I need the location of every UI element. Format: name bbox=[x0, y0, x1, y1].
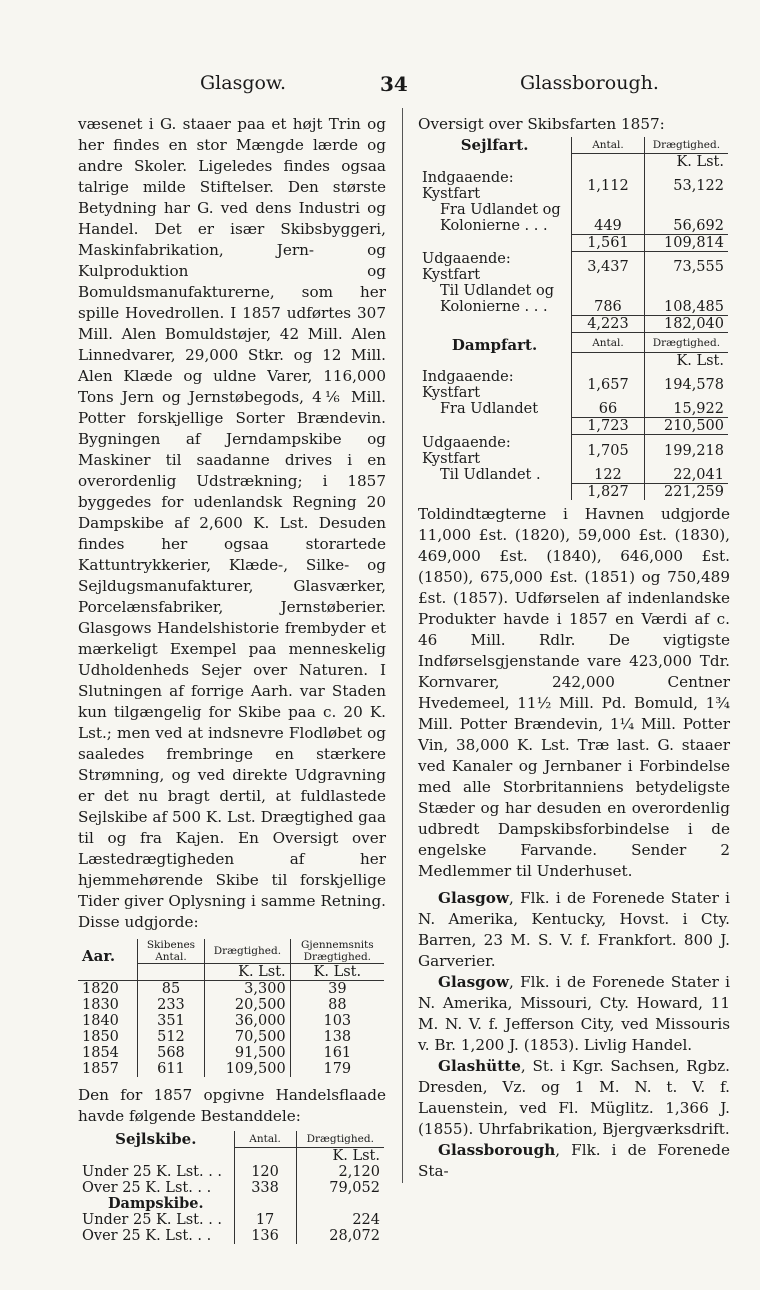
unit-label: K. Lst. bbox=[296, 1147, 384, 1164]
table-row: 1830 233 20,500 88 bbox=[78, 997, 384, 1013]
col-tonnage-header: Drægtighed. bbox=[644, 137, 728, 153]
unit-label: K. Lst. bbox=[205, 964, 291, 981]
fleet-history-table bbox=[78, 939, 384, 1077]
sail-ships-heading: Sejlskibe. bbox=[115, 1130, 197, 1148]
sail-traffic-heading: Sejlfart. bbox=[460, 136, 529, 154]
subtotal: 182,040 bbox=[644, 316, 728, 333]
subtotal: 1,561 bbox=[572, 234, 645, 251]
right-column bbox=[418, 114, 730, 1182]
fleet-composition-table bbox=[78, 1131, 384, 1244]
subtotal: 1,723 bbox=[572, 418, 645, 435]
unit-label: K. Lst. bbox=[644, 353, 728, 370]
col-tonnage-header: Drægtighed. bbox=[205, 939, 291, 964]
subtotal: 109,814 bbox=[644, 234, 728, 251]
entry-glasgow-missouri: Glasgow, Flk. i de Forenede Stater i N. Amerika, Missouri, Cty. Howard, 11 M. N. V. f. Jefferson City, ved Missouris v. Br. 1,200 J. (1853). Livlig Handel. bbox=[418, 972, 730, 1054]
table-row: Under 25 K. Lst. . . 120 2,120 bbox=[78, 1164, 384, 1180]
subtotal: 4,223 bbox=[572, 316, 645, 333]
col-count-header: Antal. bbox=[572, 333, 645, 353]
col-count-header: Antal. bbox=[572, 137, 645, 153]
shipping-table: Sejlfart. Antal. Drægtighed. K. Lst. Indgaaende: Kystfart 1,112 53,122 Fra Udlandet og Kolonierne . . . 449 56,692 1,561 109,814 Udgaaende: Kystfart 3,437 73,555 Til Udlandet og Kolonierne . . . 786 108,485 4,223 182,040 Dampfart. Antal. Drægtighed. K. Lst. Indgaaende: Kystfart 1,657 194,578 Fra Udlandet 66 15,922 1,723 210,500 Udgaaende: Kystfart 1,705 199,218 Til Udlandet . 122 22,041 1,827 221,259 bbox=[418, 137, 728, 500]
running-header-right: Glassborough. bbox=[520, 72, 659, 94]
table-row: 1854 568 91,500 161 bbox=[78, 1045, 384, 1061]
paragraph-customs-trade: Toldindtægterne i Havnen udgjorde 11,000 £st. (1820), 59,000 £st. (1830), 469,000 £st. (1840), 646,000 £st. (1850), 675,000 £st. (1851) og 750,489 £st. (1857). Udførselen af indenlandske Produkter havde i 1857 en Værdi af c. 46 Mill. Rdlr. De vigtigste Indførselsgjenstande vare 423,000 Tdr. Kornvarer, 242,000 Centner Hvedemeel, 11½ Mill. Pd. Bomuld, 1¾ Mill. Potter Brændevin, 1¼ Mill. Potter Vin, 38,000 K. Lst. Træ last. G. staaer ved Kanaler og Jernbaner i Forbindelse med alle Storbritanniens betydeligste Stæder og har desuden en overordenlig udbredt Dampskibsforbindelse i de engelske Farvande. Sender 2 Medlemmer til Underhuset. bbox=[418, 504, 730, 880]
steam-ships-heading: Dampskibe. bbox=[107, 1194, 204, 1212]
subtotal: 221,259 bbox=[644, 483, 728, 500]
entry-glashutte: Glashütte, St. i Kgr. Sachsen, Rgbz. Dresden, Vz. og 1 M. N. t. V. f. Lauenstein, ved Fl. Müglitz. 1,366 J. (1855). Uhrfabrikation, Bjergværksdrift. bbox=[418, 1056, 730, 1138]
unit-label: K. Lst. bbox=[644, 153, 728, 170]
paragraph-fleet-intro: Den for 1857 opgivne Handelsflaade havde følgende Bestanddele: bbox=[78, 1086, 386, 1125]
column-divider bbox=[402, 108, 403, 1183]
col-tonnage-header: Drægtighed. bbox=[644, 333, 728, 353]
table-row: 1820 85 3,300 39 bbox=[78, 981, 384, 998]
table-row: 1857 611 109,500 179 bbox=[78, 1061, 384, 1077]
col-tonnage-header: Drægtighed. bbox=[296, 1131, 384, 1147]
unit-label: K. Lst. bbox=[290, 964, 384, 981]
table-row: Under 25 K. Lst. . . 17 224 bbox=[78, 1212, 384, 1228]
table-row: Over 25 K. Lst. . . 338 79,052 bbox=[78, 1180, 384, 1196]
paragraph-glasgow-industry: væsenet i G. staaer paa et højt Trin og her findes en stor Mængde lærde og andre Skoler. Ligeledes findes ogsaa talrige milde Stiftelser. Den største Betydning har G. ved dens Industri og Handel. Det er især Skibsbyggeri, Maskinfabrikation, Jern- og Kulproduktion og Bomuldsmanufakturerne, som her spille Hovedrollen. I 1857 udførtes 307 Mill. Alen Bomuldstøjer, 42 Mill. Alen Linnedvarer, 29,000 Stkr. og 12 Mill. Alen Klæde og uldne Varer, 116,000 Tons Jern og Jernstøbegods, 4⅙ Mill. Potter forskjellige Sorter Brændevin. Bygningen af Jerndampskibe og Maskiner til saadanne drives i en overordenlig Udstrækning; i 1857 byggedes for udenlandsk Regning 20 Dampskibe af 2,600 K. Lst. Desuden findes her ogsaa storartede Kattuntrykkerier, Klæde-, Silke- og Sejldugsmanufakturer, Glasværker, Porcelænsfabriker, Jernstøberier. Glasgows Handelshistorie frembyder et mærkeligt Exempel paa menneskelig Udholdenheds Sejer over Naturen. I Slutningen af forrige Aarh. var Staden kun tilgængelig for Skibe paa c. 20 K. Lst.; men ved at indsnevre Flodløbet og saaledes frembringe en stærkere Strømning, og ved direkte Udgravning er det nu bragt dertil, at fuldlastede Sejlskibe af 500 K. Lst. Drægtighed gaa til og fra Kajen. En Oversigt over Læstedrægtigheden af her hjemmehørende Skibe til forskjellige Tider giver Oplysning i samme Retning. Disse udgjorde: bbox=[78, 115, 386, 931]
subtotal: 210,500 bbox=[644, 418, 728, 435]
running-header-left: Glasgow. bbox=[200, 72, 286, 94]
left-column bbox=[78, 114, 386, 1244]
table-row: 1840 351 36,000 103 bbox=[78, 1013, 384, 1029]
col-year-header: Aar. bbox=[82, 946, 116, 965]
table-row: 1850 512 70,500 138 bbox=[78, 1029, 384, 1045]
entry-glassborough: Glassborough, Flk. i de Forenede Sta- bbox=[418, 1140, 730, 1180]
shipping-overview-title: Oversigt over Skibsfarten 1857: bbox=[418, 115, 665, 133]
subtotal: 1,827 bbox=[572, 483, 645, 500]
entry-glasgow-kentucky: Glasgow, Flk. i de Forenede Stater i N. Amerika, Kentucky, Hovst. i Cty. Barren, 23 M. S. V. f. Frankfort. 800 J. Garverier. bbox=[418, 888, 730, 970]
page-number: 34 bbox=[380, 72, 408, 96]
col-count-header: Skibenes Antal. bbox=[137, 939, 204, 964]
col-count-header: Antal. bbox=[234, 1131, 296, 1147]
col-avg-header: Gjennemsnits Drægtighed. bbox=[290, 939, 384, 964]
steam-traffic-heading: Dampfart. bbox=[451, 335, 538, 354]
table-row: Over 25 K. Lst. . . 136 28,072 bbox=[78, 1228, 384, 1244]
